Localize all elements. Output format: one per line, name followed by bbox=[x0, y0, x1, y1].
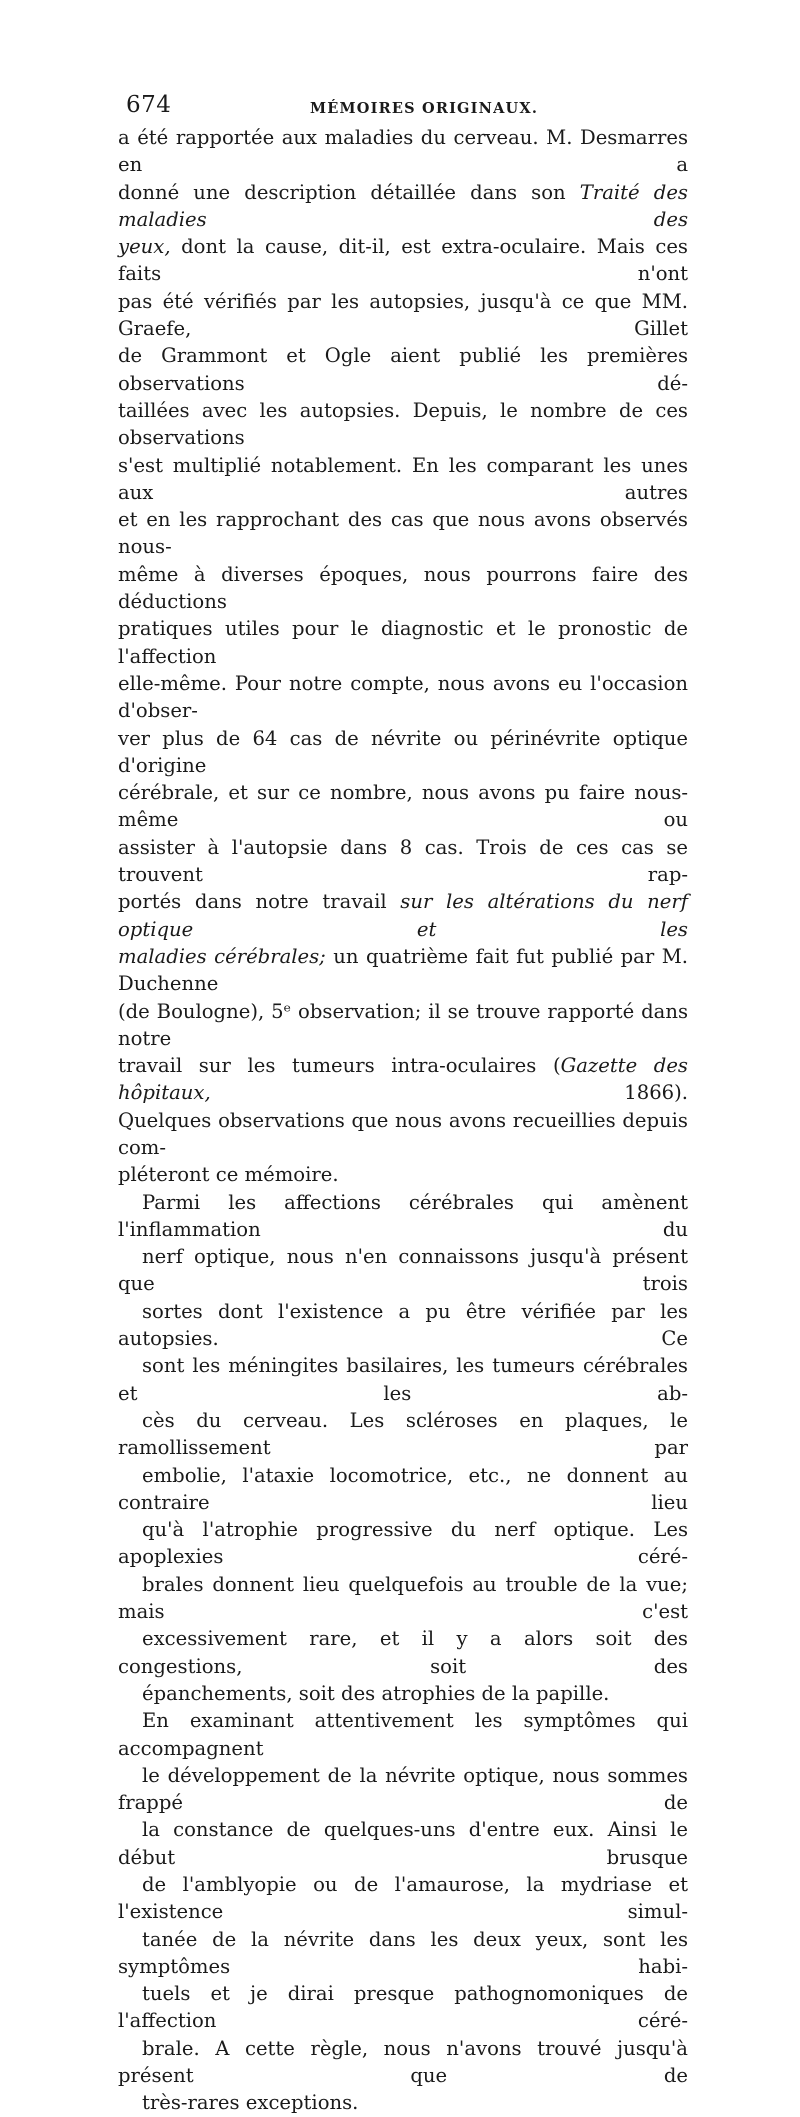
text-line bbox=[118, 670, 688, 725]
text-line bbox=[118, 1243, 688, 1298]
text-line bbox=[118, 1680, 688, 1707]
text-line bbox=[118, 779, 688, 834]
text-line bbox=[118, 1052, 688, 1107]
text-segment: donné une description détaillée dans son bbox=[118, 180, 580, 204]
body-text bbox=[118, 124, 688, 2117]
text-line bbox=[118, 1816, 688, 1871]
text-segment: cérébrale, et sur ce nombre, nous avons pu faire nous-même ou bbox=[118, 781, 688, 832]
text-segment: travail sur les tumeurs intra-oculaires ( bbox=[118, 1054, 561, 1078]
paragraph bbox=[118, 124, 688, 1189]
text-segment: portés dans notre travail bbox=[118, 890, 401, 914]
text-line bbox=[118, 233, 688, 288]
text-line bbox=[118, 288, 688, 343]
text-segment: s'est multiplié notablement. En les comparant les unes aux autres bbox=[118, 453, 688, 504]
italic-text: yeux, bbox=[118, 235, 171, 259]
text-line bbox=[118, 1107, 688, 1162]
text-line bbox=[118, 888, 688, 943]
text-line bbox=[118, 1407, 688, 1462]
text-segment: sont les méningites basilaires, les tumeurs cérébrales et les ab- bbox=[118, 1354, 688, 1405]
text-segment: excessivement rare, et il y a alors soit des congestions, soit des bbox=[118, 1627, 688, 1678]
text-line bbox=[118, 124, 688, 179]
text-segment: 1866). bbox=[210, 1081, 688, 1105]
text-line bbox=[118, 342, 688, 397]
text-segment: brale. A cette règle, nous n'avons trouvé jusqu'à présent que de bbox=[118, 2036, 688, 2088]
text-segment: et en les rapprochant des cas que nous avons observés nous- bbox=[118, 508, 688, 559]
text-segment: En examinant attentivement les symptômes qui accompagnent bbox=[118, 1709, 688, 1760]
text-segment: cès du cerveau. Les scléroses en plaques, le ramollissement par bbox=[118, 1408, 688, 1460]
text-segment: de l'amblyopie ou de l'amaurose, la mydriase et l'existence simul- bbox=[118, 1873, 688, 1924]
text-segment: a été rapportée aux maladies du cerveau. M. Desmarres en a bbox=[118, 126, 688, 177]
text-segment: de Grammont et Ogle aient publié les premières observations dé- bbox=[118, 344, 688, 395]
italic-text: Gazette des hôpitaux, bbox=[118, 1054, 688, 1105]
text-segment: nerf optique, nous n'en connaissons jusqu'à présent que trois bbox=[118, 1245, 688, 1296]
text-line bbox=[118, 1571, 688, 1626]
text-segment: elle-même. Pour notre compte, nous avons eu l'occasion d'obser- bbox=[118, 671, 688, 723]
paragraph bbox=[118, 1189, 688, 1708]
text-segment: Parmi les affections cérébrales qui amènent l'inflammation du bbox=[118, 1190, 688, 1241]
text-segment: Quelques observations que nous avons recueillies depuis com- bbox=[118, 1108, 688, 1159]
italic-text: Traité des maladies des bbox=[118, 180, 688, 231]
text-segment: tanée de la névrite dans les deux yeux, sont les symptômes habi- bbox=[118, 1927, 688, 1978]
text-segment: même à diverses époques, nous pourrons faire des déductions bbox=[118, 562, 688, 614]
text-segment: le développement de la névrite optique, nous sommes frappé de bbox=[118, 1763, 688, 1815]
text-segment: pléteront ce mémoire. bbox=[118, 1163, 339, 1187]
text-line bbox=[118, 506, 688, 561]
text-segment: taillées avec les autopsies. Depuis, le nombre de ces observations bbox=[118, 398, 688, 450]
text-segment: tuels et je dirai presque pathognomoniques de l'affection céré- bbox=[118, 1982, 688, 2033]
page-number: 674 bbox=[126, 92, 172, 118]
text-line bbox=[118, 1161, 688, 1188]
text-line bbox=[118, 1980, 688, 2035]
text-segment: ver plus de 64 cas de névrite ou périnévrite optique d'origine bbox=[118, 726, 688, 777]
text-segment: (de Boulogne), 5ᵉ observation; il se trouve rapporté dans notre bbox=[118, 999, 688, 1050]
text-line bbox=[118, 834, 688, 889]
text-line bbox=[118, 1707, 688, 1762]
text-line bbox=[118, 2035, 688, 2090]
text-segment: dont la cause, dit-il, est extra-oculaire. Mais ces faits n'ont bbox=[118, 235, 688, 286]
text-segment: très-rares exceptions. bbox=[142, 2091, 359, 2115]
text-segment: sortes dont l'existence a pu être vérifiée par les autopsies. Ce bbox=[118, 1299, 688, 1351]
text-segment: brales donnent lieu quelquefois au trouble de la vue; mais c'est bbox=[118, 1572, 688, 1624]
page-header bbox=[120, 92, 700, 122]
text-line bbox=[118, 561, 688, 616]
text-line bbox=[118, 998, 688, 1053]
text-line bbox=[118, 1189, 688, 1244]
text-line bbox=[118, 1462, 688, 1517]
text-line bbox=[118, 1871, 688, 1926]
text-line bbox=[118, 615, 688, 670]
text-segment: assister à l'autopsie dans 8 cas. Trois de ces cas se trouvent rap- bbox=[118, 835, 688, 887]
text-line bbox=[118, 452, 688, 507]
text-line bbox=[118, 1516, 688, 1571]
text-segment: la constance de quelques-uns d'entre eux. Ainsi le début brusque bbox=[118, 1818, 688, 1869]
text-line bbox=[118, 1926, 688, 1981]
paragraph bbox=[118, 1707, 688, 2116]
italic-text: maladies cérébrales; bbox=[118, 944, 326, 968]
text-line bbox=[118, 1625, 688, 1680]
text-segment: un quatrième fait fut publié par M. Duchenne bbox=[118, 944, 688, 996]
text-line bbox=[118, 179, 688, 234]
text-line bbox=[118, 2089, 688, 2116]
text-segment: épanchements, soit des atrophies de la papille. bbox=[142, 1681, 610, 1705]
text-segment: embolie, l'ataxie locomotrice, etc., ne donnent au contraire lieu bbox=[118, 1463, 688, 1514]
text-line bbox=[118, 1298, 688, 1353]
text-line bbox=[118, 725, 688, 780]
text-line bbox=[118, 1762, 688, 1817]
running-title: MÉMOIRES ORIGINAUX. bbox=[310, 100, 539, 117]
text-segment: qu'à l'atrophie progressive du nerf optique. Les apoplexies céré- bbox=[118, 1518, 688, 1569]
text-line bbox=[118, 397, 688, 452]
text-line bbox=[118, 943, 688, 998]
text-segment: pratiques utiles pour le diagnostic et le pronostic de l'affection bbox=[118, 617, 688, 668]
text-segment: pas été vérifiés par les autopsies, jusqu'à ce que MM. Graefe, Gillet bbox=[118, 289, 688, 341]
italic-text: sur les altérations du nerf optique et les bbox=[118, 890, 688, 941]
text-line bbox=[118, 1352, 688, 1407]
